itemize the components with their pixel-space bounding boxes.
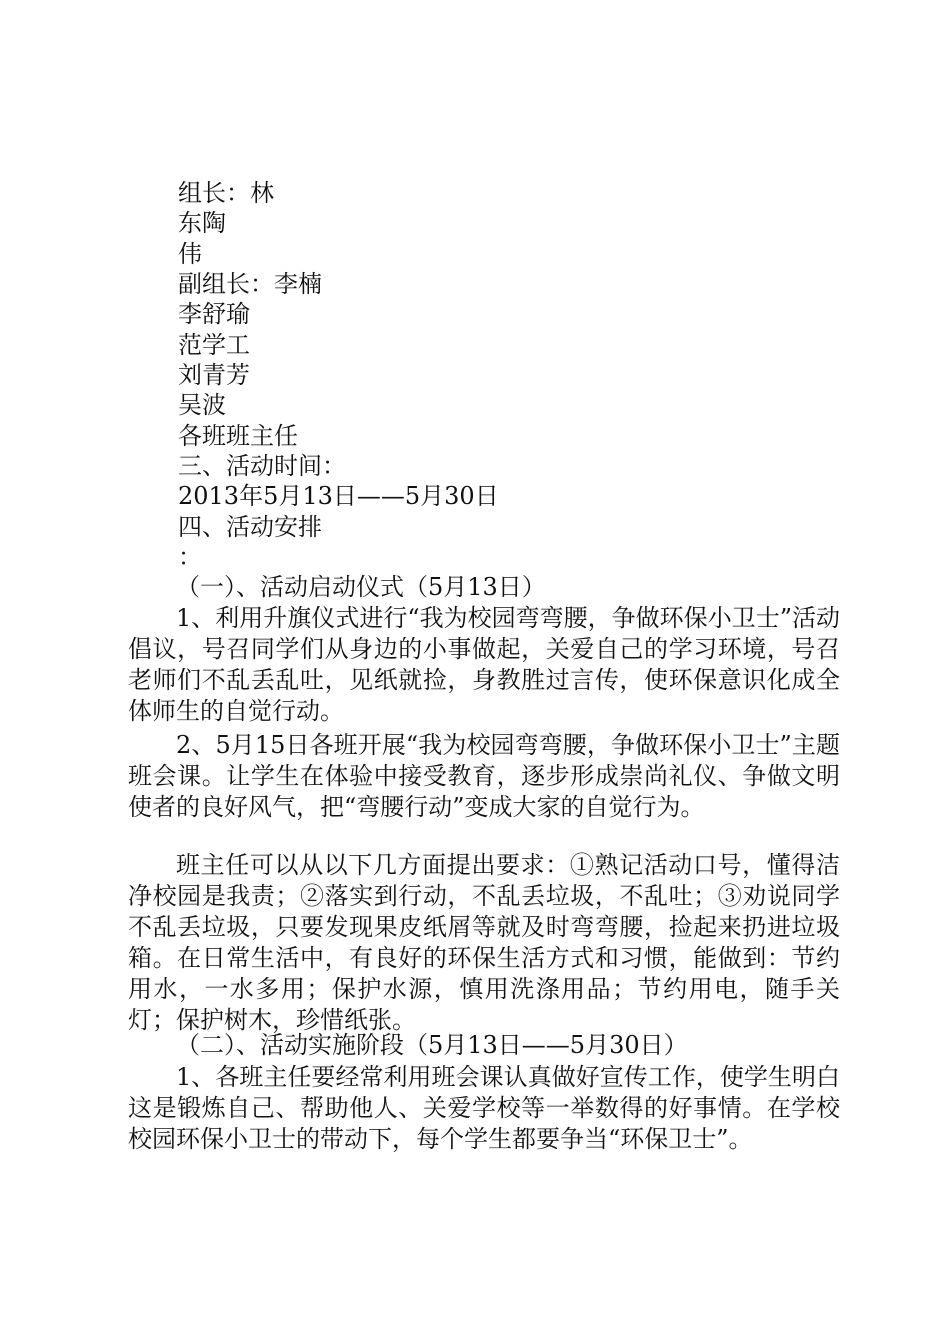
member-line: 范学工: [178, 331, 250, 359]
member-line: 各班班主任: [178, 422, 298, 450]
member-line: 李舒瑜: [178, 300, 250, 328]
activity-dates: 2013年5月13日——5月30日: [178, 482, 499, 510]
paragraph: 1、各班主任要经常利用班会课认真做好宣传工作，使学生明白这是锻炼自己、帮助他人、关爱学校等一举数得的好事情。在学校校园环保小卫士的带动下，每个学生都要争当“环保卫士”。: [128, 1063, 840, 1153]
leader-name-end: 伟: [178, 240, 202, 268]
subsection-heading: （一）、活动启动仪式（5月13日）: [176, 573, 546, 601]
subsection-heading: （二）、活动实施阶段（5月13日——5月30日）: [176, 1031, 688, 1059]
section-heading-colon: ：: [178, 543, 202, 571]
paragraph: 班主任可以从以下几方面提出要求：①熟记活动口号，懂得洁净校园是我责；②落实到行动，不乱丢垃圾，不乱吐；③劝说同学不乱丢垃圾，只要发现果皮纸屑等就及时弯弯腰，捡起来扔进垃圾箱。在日常生活中，有良好的环保生活方式和习惯，能做到：节约用水，一水多用；保护水源，慎用洗涤用品；节约用电，随手关灯；保护树木，珍惜纸张。: [128, 851, 840, 1034]
section-heading: 四、活动安排: [178, 513, 322, 541]
paragraph: 1、利用升旗仪式进行“我为校园弯弯腰，争做环保小卫士”活动倡议，号召同学们从身边的小事做起，关爱自己的学习环境，号召老师们不乱丢乱吐，见纸就捡，身教胜过言传，使环保意识化成全体师生的自觉行动。: [128, 604, 840, 725]
leader-name-continued: 东陶: [178, 209, 226, 237]
section-heading: 三、活动时间：: [178, 452, 346, 480]
deputy-leader-line: 副组长：李楠: [178, 270, 322, 298]
member-line: 吴波: [178, 391, 226, 419]
member-line: 刘青芳: [178, 361, 250, 389]
leader-line: 组长：林: [178, 179, 274, 207]
paragraph: 2、5月15日各班开展“我为校园弯弯腰，争做环保小卫士”主题班会课。让学生在体验中接受教育，逐步形成崇尚礼仪、争做文明使者的良好风气，把“弯腰行动”变成大家的自觉行为。: [128, 731, 840, 821]
